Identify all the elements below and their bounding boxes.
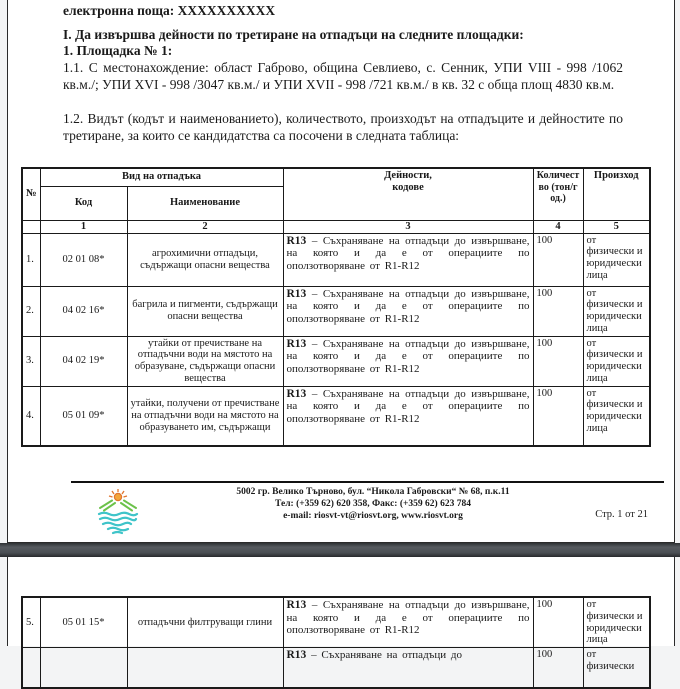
footer-address <box>168 486 578 522</box>
waste-table-row: 5. 05 01 15* отпадъчни филтруващи глини R13 – Съхраняване на отпадъци до извършване, на която и да е от операциите по оползотворяване от R1-R12 100 от физически и юридически лица <box>22 597 650 648</box>
document-page-1 <box>7 0 675 543</box>
email-line: електронна поща: XXXXXXXXXX <box>63 3 276 18</box>
waste-table-row: 2. 04 02 16* багрила и пигменти, съдържащи опасни вещества R13 – Съхраняване на отпадъци до извършване, на която и да е от операциите по оползотворяване от R1-R12 100 от физически и юридически лица <box>22 286 650 336</box>
riosv-logo-icon <box>95 487 141 535</box>
section-heading: I. Да извършва дейности по третиране на отпадъци на следните площадки: <box>63 27 524 42</box>
waste-table-continued <box>21 596 651 689</box>
page-number: Стр. 1 от 21 <box>595 509 648 520</box>
footer-address-line1: 5002 гр. Велико Търново, бул. “Никола Габровски“ № 68, п.к.11 <box>236 487 510 497</box>
waste-table <box>21 167 651 447</box>
site-heading: 1. Площадка № 1: <box>63 43 173 58</box>
col-header-num: № <box>22 168 40 220</box>
column-number-row: 1 2 3 4 5 <box>22 220 650 233</box>
col-header-activities: Дейности, кодове <box>283 168 533 220</box>
footer-address-line2: Тел: (+359 62) 620 358, Факс: (+359 62) 623 784 <box>275 499 471 509</box>
waste-table-row: 4. 05 01 09* утайки, получени от пречистване на отпадъчни води на мястото на образуването им, съдържащи R13 – Съхраняване на отпадъци до извършване, на която и да е от операциите по оползотворяване от R1-R12 100 от физически и юридически лица <box>22 386 650 446</box>
paragraph-location: 1.1. С местонахождение: област Габрово, община Севлиево, с. Сенник, УПИ VIII - 998 /1062 кв.м./; УПИ XVI - 998 /3047 кв.м./ и УПИ XVII - 998 /721 кв.м./ в кв. 32 с обща площ 4830 кв.м. <box>63 60 623 92</box>
page-separator-bar <box>0 543 680 557</box>
col-header-name: Наименование <box>127 186 283 220</box>
paragraph-table-intro: 1.2. Видът (кодът и наименованието), количеството, произходът на отпадъците и дейностите по третиране, за които се кандидатства са посочени в следната таблица: <box>63 111 623 143</box>
col-header-origin: Произход <box>583 168 650 220</box>
col-header-code: Код <box>40 186 127 220</box>
col-header-waste-group: Вид на отпадъка <box>40 168 283 186</box>
document-page-2 <box>7 557 675 672</box>
col-header-quantity: Количество (тон/год.) <box>533 168 583 220</box>
waste-table-row-partial: R13 – Съхраняване на отпадъци до 100 от физически <box>22 648 650 688</box>
footer-rule <box>71 481 664 483</box>
waste-table-row: 1. 02 01 08* агрохимични отпадъци, съдържащи опасни вещества R13 – Съхраняване на отпадъци до извършване, на която и да е от операциите по оползотворяване от R1-R12 100 от физически и юридически лица <box>22 233 650 286</box>
footer-address-line3: e-mail: riosvt-vt@riosvt.org, www.riosvt.org <box>283 511 463 521</box>
waste-table-row: 3. 04 02 19* утайки от пречистване на отпадъчни води на мястото на образуване, съдържащи опасни вещества R13 – Съхраняване на отпадъци до извършване, на която и да е от операциите по оползотворяване от R1-R12 100 от физически и юридически лица <box>22 336 650 386</box>
